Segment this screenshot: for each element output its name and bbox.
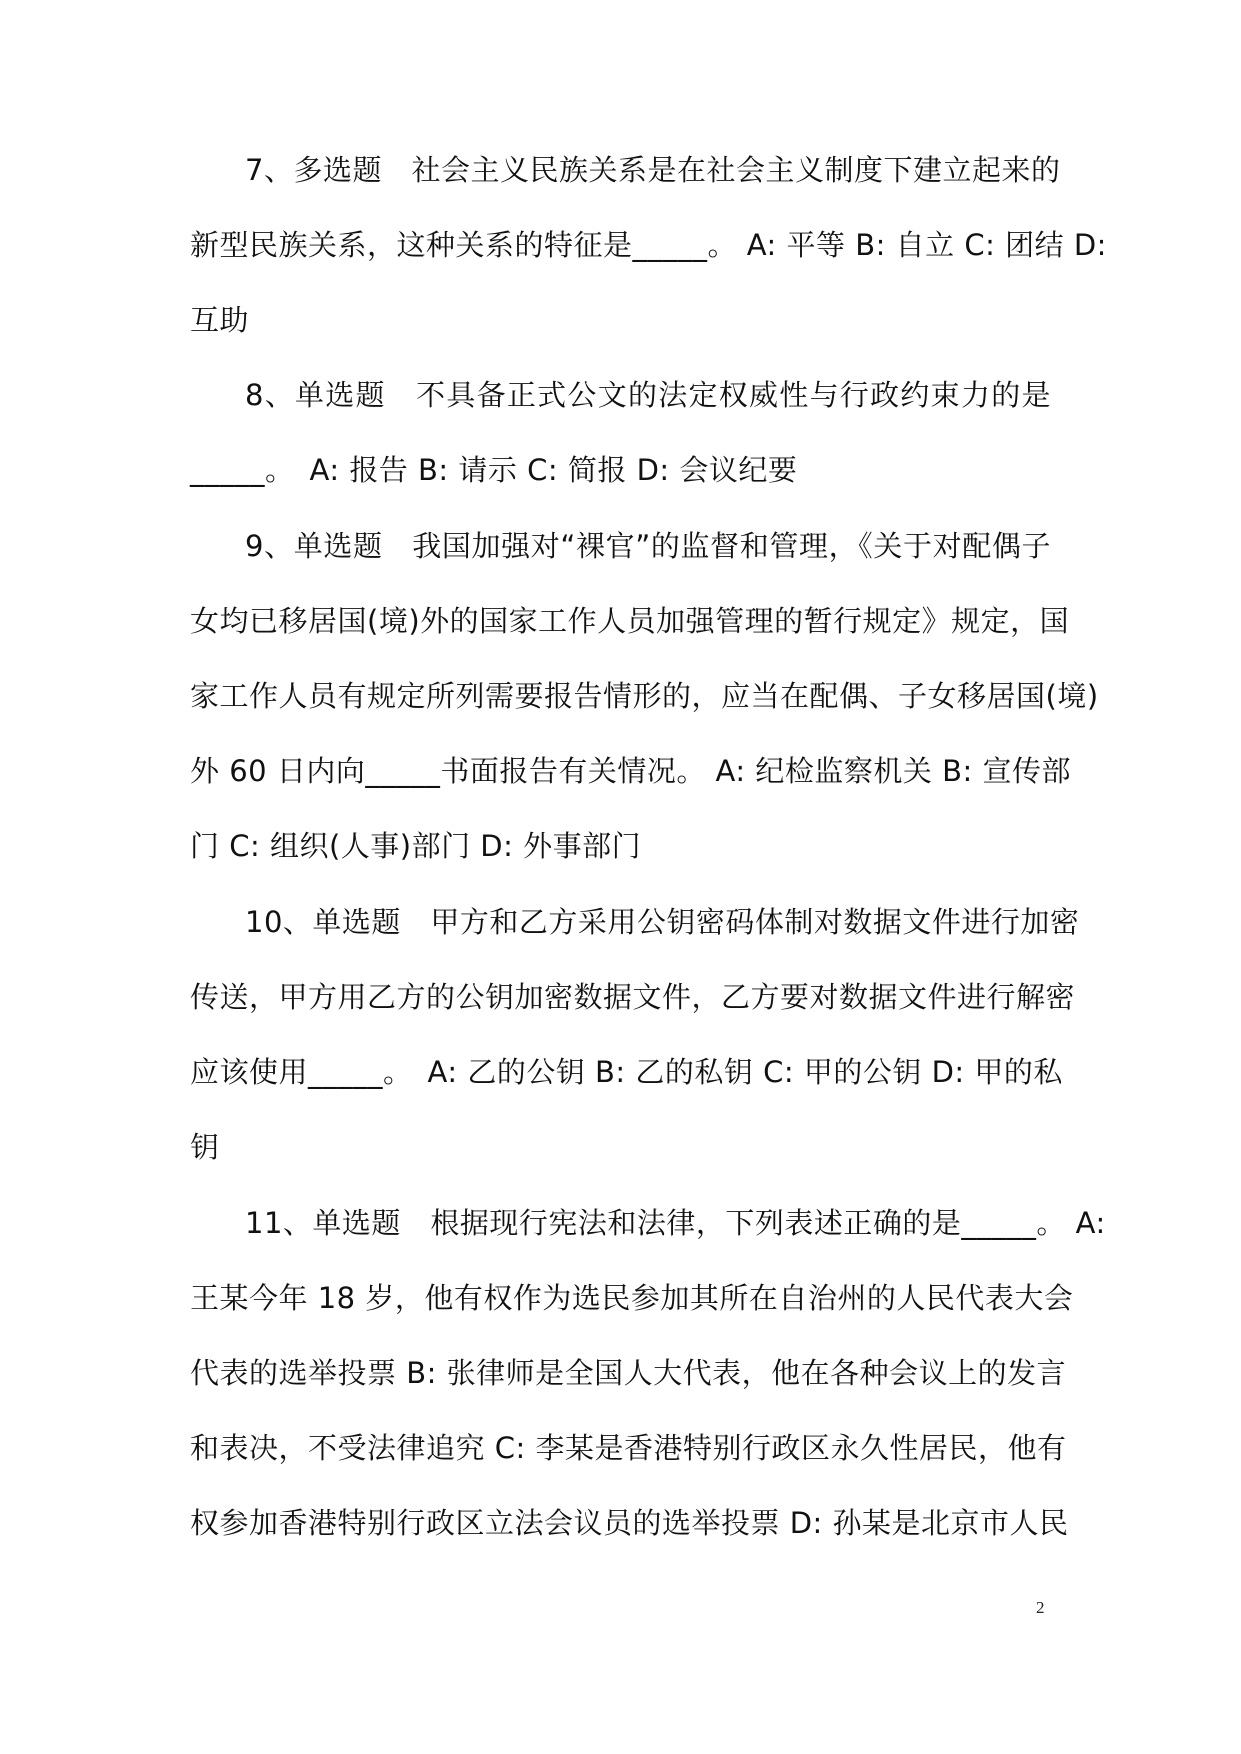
q8-line-1: 8、单选题 不具备正式公文的法定权威性与行政约束力的是 (245, 378, 1051, 412)
q11-line-5: 权参加香港特别行政区立法会议员的选举投票 D: 孙某是北京市人民 (190, 1506, 1069, 1540)
q9-line-5: 门 C: 组织(人事)部门 D: 外事部门 (190, 829, 642, 863)
q10-line-3: 应该使用_____。 A: 乙的公钥 B: 乙的私钥 C: 甲的公钥 D: 甲的私 (190, 1055, 1063, 1089)
q7-line-2: 新型民族关系，这种关系的特征是_____。 A: 平等 B: 自立 C: 团结 D: (190, 228, 1107, 262)
q9-line-3: 家工作人员有规定所列需要报告情形的，应当在配偶、子女移居国(境) (190, 679, 1099, 713)
q10-line-2: 传送，甲方用乙方的公钥加密数据文件，乙方要对数据文件进行解密 (190, 980, 1076, 1014)
q8-line-2: _____。 A: 报告 B: 请示 C: 简报 D: 会议纪要 (190, 453, 798, 487)
q9-line-4: 外 60 日内向_____书面报告有关情况。 A: 纪检监察机关 B: 宣传部 (190, 754, 1071, 788)
q10-line-4: 钥 (190, 1130, 220, 1164)
q7-line-1: 7、多选题 社会主义民族关系是在社会主义制度下建立起来的 (245, 153, 1061, 187)
q11-line-4: 和表决，不受法律追究 C: 李某是香港特别行政区永久性居民，他有 (190, 1431, 1067, 1465)
q11-line-1: 11、单选题 根据现行宪法和法律，下列表述正确的是_____。 A: (245, 1206, 1106, 1240)
q10-line-1: 10、单选题 甲方和乙方采用公钥密码体制对数据文件进行加密 (245, 905, 1080, 939)
q9-line-1: 9、单选题 我国加强对“裸官”的监督和管理，《关于对配偶子 (245, 529, 1051, 563)
q7-line-3: 互助 (190, 303, 250, 337)
q11-line-2: 王某今年 18 岁，他有权作为选民参加其所在自治州的人民代表大会 (190, 1281, 1074, 1315)
q11-line-3: 代表的选举投票 B: 张律师是全国人大代表，他在各种会议上的发言 (190, 1356, 1067, 1390)
q9-line-2: 女均已移居国(境)外的国家工作人员加强管理的暂行规定》规定，国 (190, 604, 1070, 638)
page-number: 2 (1036, 1598, 1045, 1617)
